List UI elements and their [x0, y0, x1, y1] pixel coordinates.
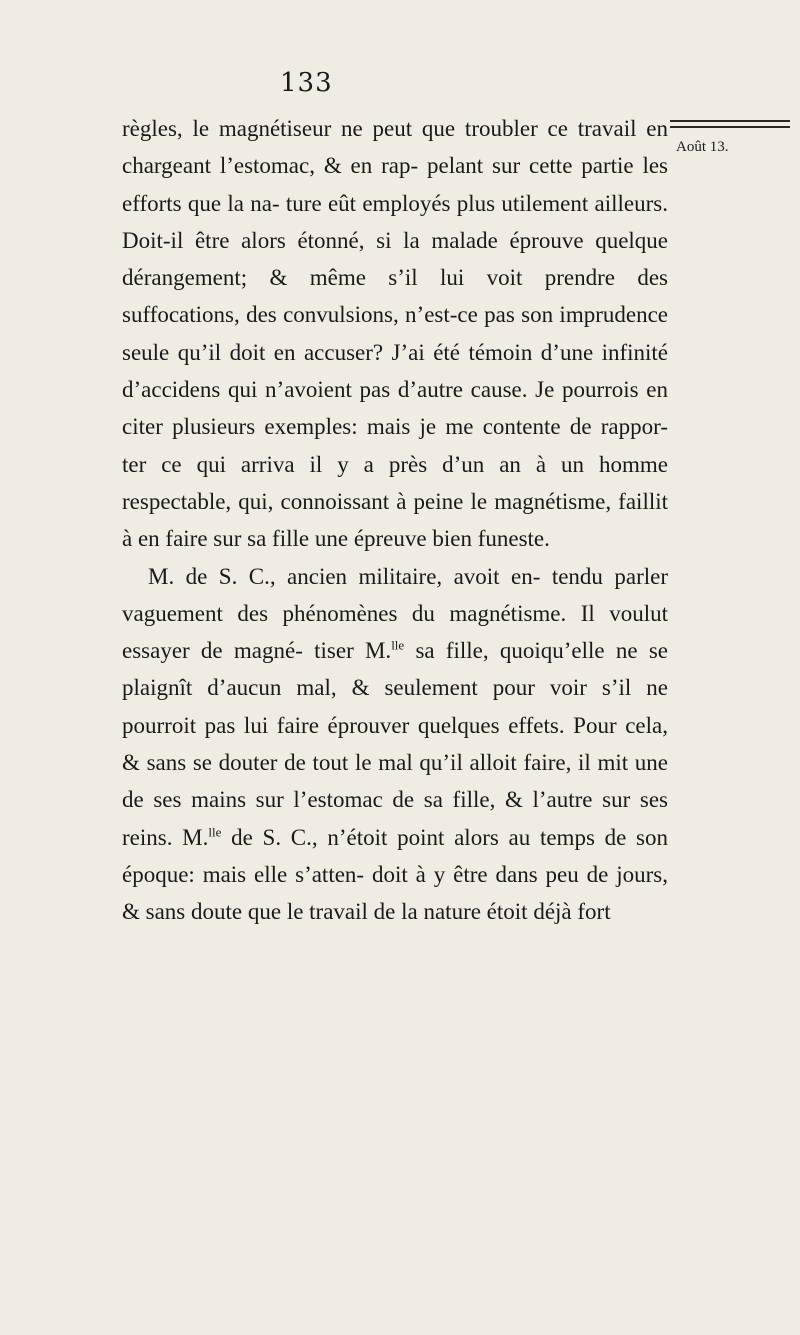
text-line: ses reins. M.	[122, 787, 669, 850]
paragraph-2	[122, 558, 668, 931]
text-line: ture eût employés plus utilement ailleurs.	[285, 190, 668, 216]
text-line: du magnétisme. Il voulut essayer de magné-	[122, 600, 669, 664]
text-line: s’il lui voit prendre des suffocations, des	[122, 265, 668, 328]
text-line: M. de S. C., ancien militaire, avoit en-	[148, 563, 541, 589]
text-line: pelant sur cette partie les efforts que la na-	[122, 153, 669, 216]
text-line: le mal qu’il alloit faire, il mit une de ses	[122, 750, 669, 813]
text-line: effets. Pour cela, & sans se douter de tout	[122, 712, 668, 776]
text-line: éprouve quelque dérangement; & même	[122, 227, 669, 291]
text-line: d’autre cause. Je pourrois en citer plusieurs	[122, 377, 669, 440]
text-line: Doit-il être alors étonné, si la malade	[122, 227, 498, 253]
text-line: ce travail en chargeant l’estomac, & en rap-	[122, 116, 669, 179]
paragraph-1	[122, 110, 668, 558]
text-line: que le travail de la nature étoit déjà fort	[247, 899, 611, 925]
margin-note-date: Août 13.	[676, 139, 729, 155]
text-line: tendu parler vaguement des phénomènes	[122, 563, 668, 626]
text-line: pourroit pas lui faire éprouver quelques	[122, 712, 500, 738]
text-line: exemples: mais je me contente de rappor-	[264, 414, 668, 440]
text-line: de S. C., n’étoit point alors	[221, 824, 499, 850]
text-line: ter ce qui arriva il y a près d’un an à un	[122, 451, 585, 477]
text-line: mains sur l’estomac de sa fille, & l’autre sur	[191, 787, 631, 813]
text-line: sa fille, quoiqu’elle ne se plaignît	[122, 638, 668, 701]
text-line: tiser M.	[314, 638, 392, 664]
superscript: lle	[391, 637, 405, 653]
text-line: d’aucun mal, & seulement pour voir s’il ne	[207, 675, 668, 701]
text-line: une épreuve bien funeste.	[314, 526, 550, 552]
margin-rule	[670, 120, 790, 128]
body-text	[122, 110, 668, 931]
text-line: doit à y être dans peu de jours, & sans doute	[122, 861, 668, 925]
page-number: 133	[280, 68, 333, 98]
text-line: d’une infinité d’accidens qui n’avoient pas	[122, 339, 669, 403]
text-line: seule qu’il doit en accuser? J’ai été témoin	[122, 339, 533, 365]
text-line: le magnétisme, faillit à en faire sur sa fille	[122, 488, 669, 552]
text-line: règles, le magnétiseur ne peut que troubler	[122, 116, 538, 141]
text-line: au temps de son époque: mais elle s’atten-	[122, 824, 668, 887]
text-line: convulsions, n’est-ce pas son imprudence	[283, 302, 668, 328]
text-line: homme respectable, qui, connoissant à peine	[122, 451, 668, 514]
superscript: lle	[208, 823, 222, 839]
